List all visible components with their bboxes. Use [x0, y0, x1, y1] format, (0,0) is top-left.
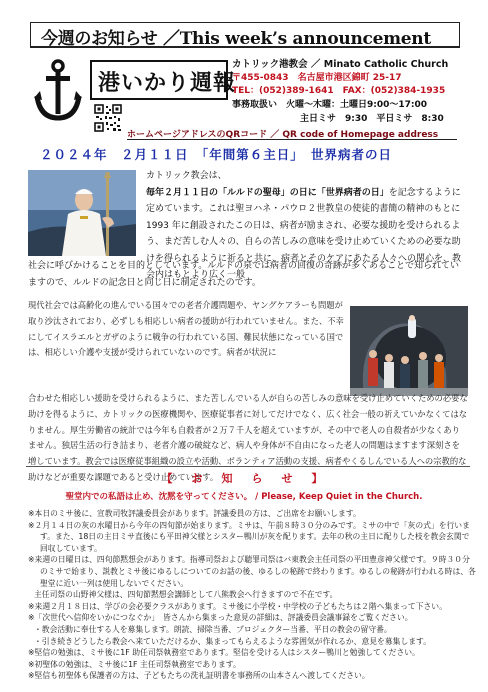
notice-item: ※堅信も初聖体も保護者の方は、子どもたちの洗礼証明書を事務所の山本さんへ渡してください。 — [28, 671, 370, 681]
notice-item: ※本日のミサ後に、宣教司牧評議委員会があります。評議委員の方は、ご出席をお願いします。 — [28, 509, 361, 518]
notice-divider — [26, 466, 470, 467]
title-banner — [30, 22, 460, 48]
notice-item: ・引き続きどうしたら教会へ来ていただけるか、集まってもらえるような雰囲気が作れるか、意見を募集します。 — [34, 636, 432, 646]
bulletin-logo — [90, 60, 237, 100]
bulletin-logo-text: 港いかり週報 — [98, 71, 237, 96]
article-body: 現代社会では高齢化の進んでいる国々での老者介護問題や、ヤングケアラーも問題が取り沙汰されており、必ずしも相応しい病者の援助が行われていません。また、不幸にしてイスラエルとガザのように戦争の行われている国、難民状態になっている国では、相応しい介護や支援が受けられていないのです。病者が状況に — [28, 300, 344, 358]
notice-item: ※２月１４日の灰の水曜日から今年の四旬節が始まります。ミサは、午前８時３０分のみです。ミサの中で「灰の式」を行います。また、18日の主日ミサ直後にも平田神父様とシスター鴨川が灰を配ります。去年の秋の主日に配りした枝を教会玄関で回収しています。 — [28, 520, 470, 553]
notice-item: ※堅信の勉強は、ミサ後に1F 助任司祭執務室であります。堅信を受ける人はシスター鴨川と勉強してください。 — [28, 648, 420, 658]
notice-item: ※「次世代へ信仰をいかにつなぐか」 皆さんから集まった意見の詳細は、評議委員会議事録をご覧ください。 — [28, 613, 413, 623]
article-body-continued: 合わせた相応しい援助を受けられるように、また苦しんでいる人が自らの苦しみの意味を受け止めていくための必要な助けを得るように、カトリックの医療機関や、医療従事者に対してだけでなく、広く社会一般の祈えていかなくてはなりません。厚生労働省の統計では今年も自殺者が２万７千人を超えていますが、その中で老人の自殺者が少なくありません。独居生活の行き詰まり、老者介護の破綻など、病人や身体が不自由になった老人の問題はますます深刻さを増しています。教会では医療従事組織の設立や活動、ボランティア活動の支援、病者やくるしんでいる人への宗教的な助けなどが重要な課題であると受け止めています。 — [28, 393, 468, 482]
article-lead-a: カトリック教会は、 — [146, 171, 227, 181]
article-lead-continued: 社会に呼びかけることを目的としています。ルルドの泉では病者の回復の奇跡が多くあることで知られていますので、ルルドの記念日と同じ日に制定されたのです。 — [28, 261, 460, 288]
mass-times: 主日ミサ 9:30 平日ミサ 8:30 — [300, 114, 444, 124]
article-lead-b: を記念するように定めています。これは聖ヨハネ・パウロ２世教皇の使徒的書簡の精神のもとに 1993 年に創設されたこの日は、病者が励まされ、必要な援助を受けられるよう、まだ苦しむ人々の、自らの苦しみの意味を受け止めていくための必要な助けを得られるように祈ると共に、病者とそのケアにあたる人々への関心を、教会内はもとより広く一般 — [146, 187, 462, 280]
notice-item: 主任司祭の山野神父様は、四旬節黙想会講師として八熊教会へ行きますので不在です。 — [34, 590, 338, 600]
article-lead-bold: 毎年２月１１日の「ルルドの聖母」の日に「世界病者の日」 — [146, 187, 389, 198]
anchor-icon — [34, 58, 82, 124]
church-address: 〒455-0843 名古屋市港区錦町 25-17 — [232, 73, 402, 83]
header-divider — [127, 139, 457, 140]
date-heading: ２０２４年 ２月１１日 「年間第６主日」 世界病者の日 — [40, 147, 393, 162]
office-hours: 事務取扱い 火曜～木曜：土曜日9:00～17:00 — [232, 100, 428, 110]
notice-heading: 【 お 知 ら せ 】 — [161, 472, 327, 485]
church-contact: TEL：(052)389-1641 FAX：(052)384-1935 — [232, 86, 446, 96]
notice-list — [28, 508, 476, 682]
church-name: カトリック港教会 ／ Minato Catholic Church — [232, 59, 449, 70]
notice-item: ※来週２月１８日は、学びの会必要クラスがあります。ミサ後に小学校・中学校の子どもたちは２階へ集まって下さい。 — [28, 601, 447, 611]
quiet-request: 聖堂内での私語は止め、沈黙を守ってください。 / Please, Keep Quiet in the Church. — [65, 492, 423, 502]
notice-item: ※初聖体の勉強は、ミサ後に1F 主任司祭執務室であります。 — [28, 659, 241, 669]
page-title: 今週のお知らせ ／This week’s announcement — [41, 29, 431, 49]
lourdes-grotto-photo — [350, 306, 468, 396]
notice-item: ※来週の日曜日は、四旬節黙想会があります。指導司祭および聴罪司祭はバ東教会主任司祭の平田豊彦神父様です。９時３０分のミサで始まり、説教とミサ後にゆるしについてのお話の後、ゆるしの秘跡で終わります。ゆるしの秘跡が行われる時は、各聖堂に近い一列は使用しないでください。 — [28, 555, 476, 588]
qr-caption: ホームページアドレスのQRコード ／ QR code of Homepage address — [127, 130, 439, 140]
qr-code-icon[interactable] — [94, 104, 122, 132]
pope-photo — [28, 170, 136, 256]
notice-item: ・教会活動に奉仕する人を募集します。朗読、掃除当番、プロジェクター当番、平日の教会の留守番。 — [34, 624, 392, 634]
